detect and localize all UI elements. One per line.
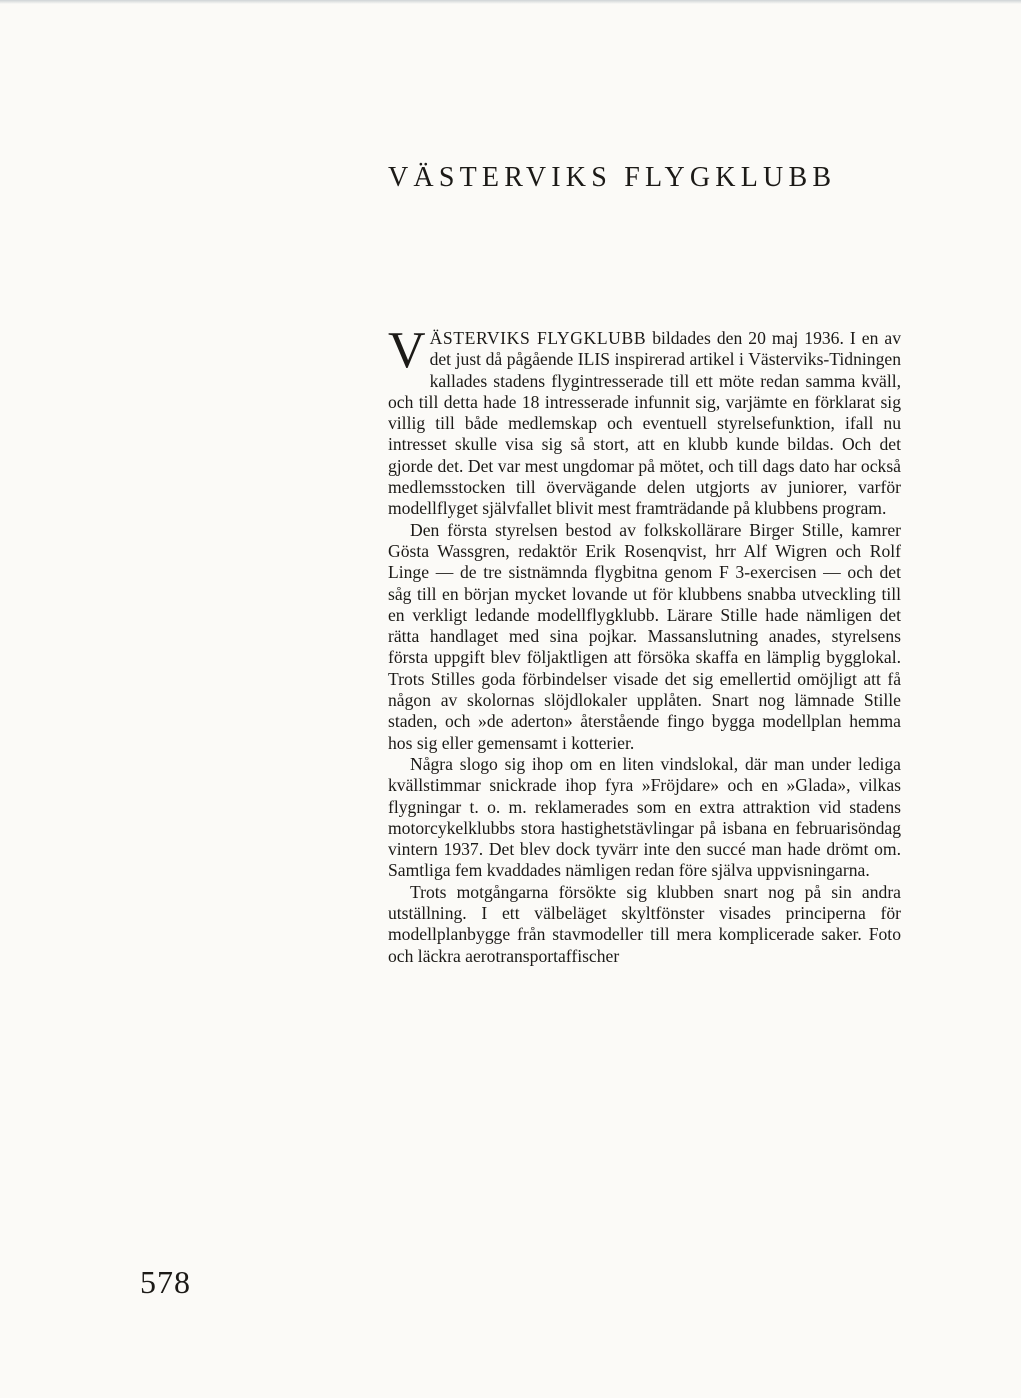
- paragraph-3: Några slogo sig ihop om en liten vindslokal, där man under lediga kvällstimmar snickrade ihop fyra »Fröjdare» och en »Glada», vilkas flygningar t. o. m. reklamerades som en extra attraktion vid stadens motorcykelklubbs stora hastighetstävlingar på isbana en februarisöndag vintern 1937. Det blev dock tyvärr inte den succé man hade drömt om. Samtliga fem kvaddades nämligen redan före själva uppvisningarna.: [388, 753, 901, 881]
- paragraph-4: Trots motgångarna försökte sig klubben snart nog på sin andra utställning. I ett välbeläget skyltfönster visades principerna för modellplanbygge från stavmodeller till mera komplicerade saker. Foto och läckra aerotransportaffischer: [388, 881, 901, 966]
- lead-caps: ÄSTERVIKS FLYGKLUBB: [429, 328, 647, 348]
- page-number: 578: [140, 1264, 191, 1300]
- drop-cap: V: [388, 322, 426, 379]
- paragraph-1-text: bildades den 20 maj 1936. I en av det just då pågående ILIS inspirerad artikel i Västerviks-Tidningen kallades stadens flygintresserade till ett möte redan samma kväll, och till detta hade 18 intresserade infunnit sig, varjämte en förklarat sig villig till både medlemskap och eventuell styrelsefunktion, ifall nu intresset skulle visa sig så stort, att en klubb kunde bildas. Och det gjorde det. Det var mest ungdomar på mötet, och till dags dato har också medlemsstocken till övervägande delen utgjorts av juniorer, varför modellflyget självfallet blivit mest framträdande på klubbens program.: [388, 328, 901, 519]
- paragraph-2: Den första styrelsen bestod av folkskollärare Birger Stille, kamrer Gösta Wassgren, redaktör Erik Rosenqvist, hrr Alf Wigren och Rolf Linge — de tre sistnämnda flygbitna genom F 3-exercisen — och det såg till en början mycket lovande ut för klubbens snabba utveckling till en verkligt ledande modellflygklubb. Lärare Stille hade nämligen det rätta handlaget med sina pojkar. Massanslutning anades, styrelsens första uppgift blev följaktligen att försöka skaffa en lämplig bygglokal. Trots Stilles goda förbindelser visade det sig emellertid omöjligt att få någon av skolornas slöjdlokaler upplåten. Snart nog lämnade Stille staden, och »de aderton» återstående fingo bygga modellplan hemma hos sig eller gemensamt i kotterier.: [388, 519, 901, 753]
- page-title: VÄSTERVIKS FLYGKLUBB: [388, 162, 837, 193]
- top-edge-rule: [0, 0, 1021, 4]
- paragraph-1: [388, 322, 901, 520]
- article-body: [388, 322, 901, 967]
